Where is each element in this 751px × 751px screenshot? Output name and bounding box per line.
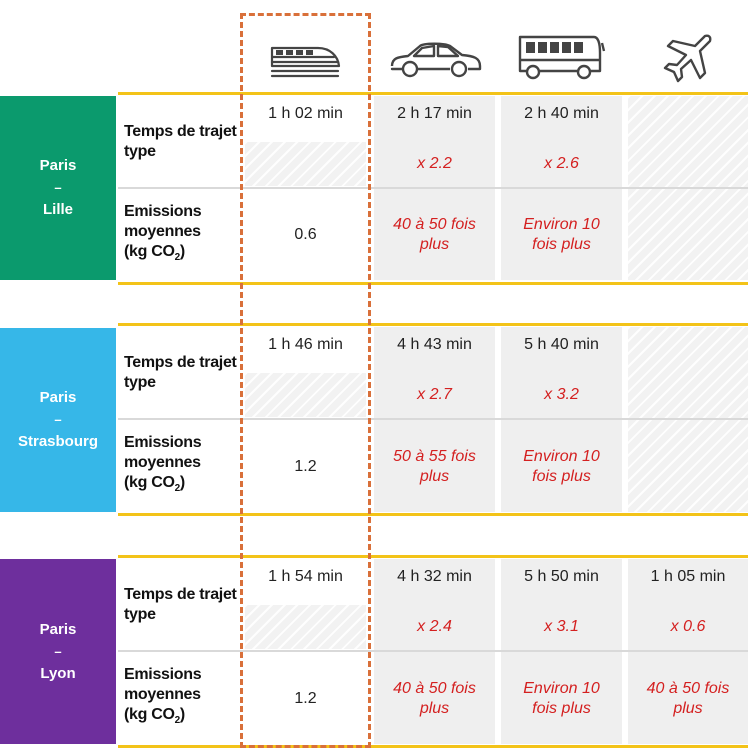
row-label-time: Temps de trajet type [124,586,237,623]
bus-emissions-cell: Environ 10 fois plus [523,216,600,253]
divider [118,323,748,326]
divider [118,92,748,95]
bus-emissions-cell: Environ 10 fois plus [523,679,600,717]
route-label-lille [0,96,116,280]
plane-time-cell: 1 h 05 min [650,568,726,585]
route-label-lyon [0,559,116,744]
row-label-emissions: Emissions moyennes (kg $CO_2$) [124,666,202,727]
route-dash: – [54,412,62,427]
airplane-icon [660,33,714,83]
row-label-emissions: Emissions moyennes (kg $CO_2$) [124,434,202,495]
plane-emissions-cell: 40 à 50 fois plus [646,679,730,717]
train-column-highlight [240,13,371,748]
bus-emissions-cell: Environ 10 fois plus [523,447,600,485]
car-time-cell: 4 h 32 min [397,568,472,585]
divider [118,745,748,748]
bus-icon [516,33,606,81]
route-to: Lille [42,201,73,218]
car-icon [388,40,484,80]
bus-ratio-cell: x 2.6 [544,155,579,172]
car-emissions-cell: 50 à 55 fois plus [393,447,476,485]
car-ratio-cell: x 2.4 [417,618,452,635]
row-label-time: Temps de trajet type [124,354,237,391]
bus-ratio-cell: x 3.2 [544,386,579,403]
row-separator [118,187,748,189]
route-dash: – [54,643,62,659]
divider [118,282,748,285]
divider [118,513,748,516]
bus-ratio-cell: x 3.1 [544,618,579,635]
car-emissions-cell: 40 à 50 fois plus [393,216,476,253]
divider [118,555,748,558]
car-emissions-cell: 40 à 50 fois plus [393,679,476,717]
route-from: Paris [39,620,77,638]
train-time-cell: 1 h 54 min [268,568,343,585]
row-separator [118,418,748,420]
bus-time-cell: 5 h 40 min [524,336,599,353]
car-ratio-cell: x 2.2 [417,155,452,172]
row-label-emissions: Emissions moyennes (kg $CO_2$) [124,202,202,264]
train-time-cell: 1 h 02 min [268,105,343,122]
route-from: Paris [39,157,77,174]
route-from: Paris [39,389,77,406]
route-dash: – [54,180,62,195]
train-time-cell: 1 h 46 min [268,336,343,353]
route-to: Lyon [40,664,76,682]
route-to: Strasbourg [17,433,98,450]
plane-ratio-cell: x 0.6 [670,618,706,635]
car-time-cell: 4 h 43 min [397,336,472,353]
route-label-strasbourg [0,328,116,512]
bus-time-cell: 2 h 40 min [524,105,599,122]
train-emissions-cell: 1.2 [294,689,317,707]
train-emissions-cell: 0.6 [294,226,317,243]
bus-time-cell: 5 h 50 min [524,568,599,585]
car-ratio-cell: x 2.7 [417,386,452,403]
row-separator [118,650,748,652]
car-time-cell: 2 h 17 min [397,105,472,122]
row-label-time: Temps de trajet type [124,123,237,160]
train-emissions-cell: 1.2 [294,457,317,475]
